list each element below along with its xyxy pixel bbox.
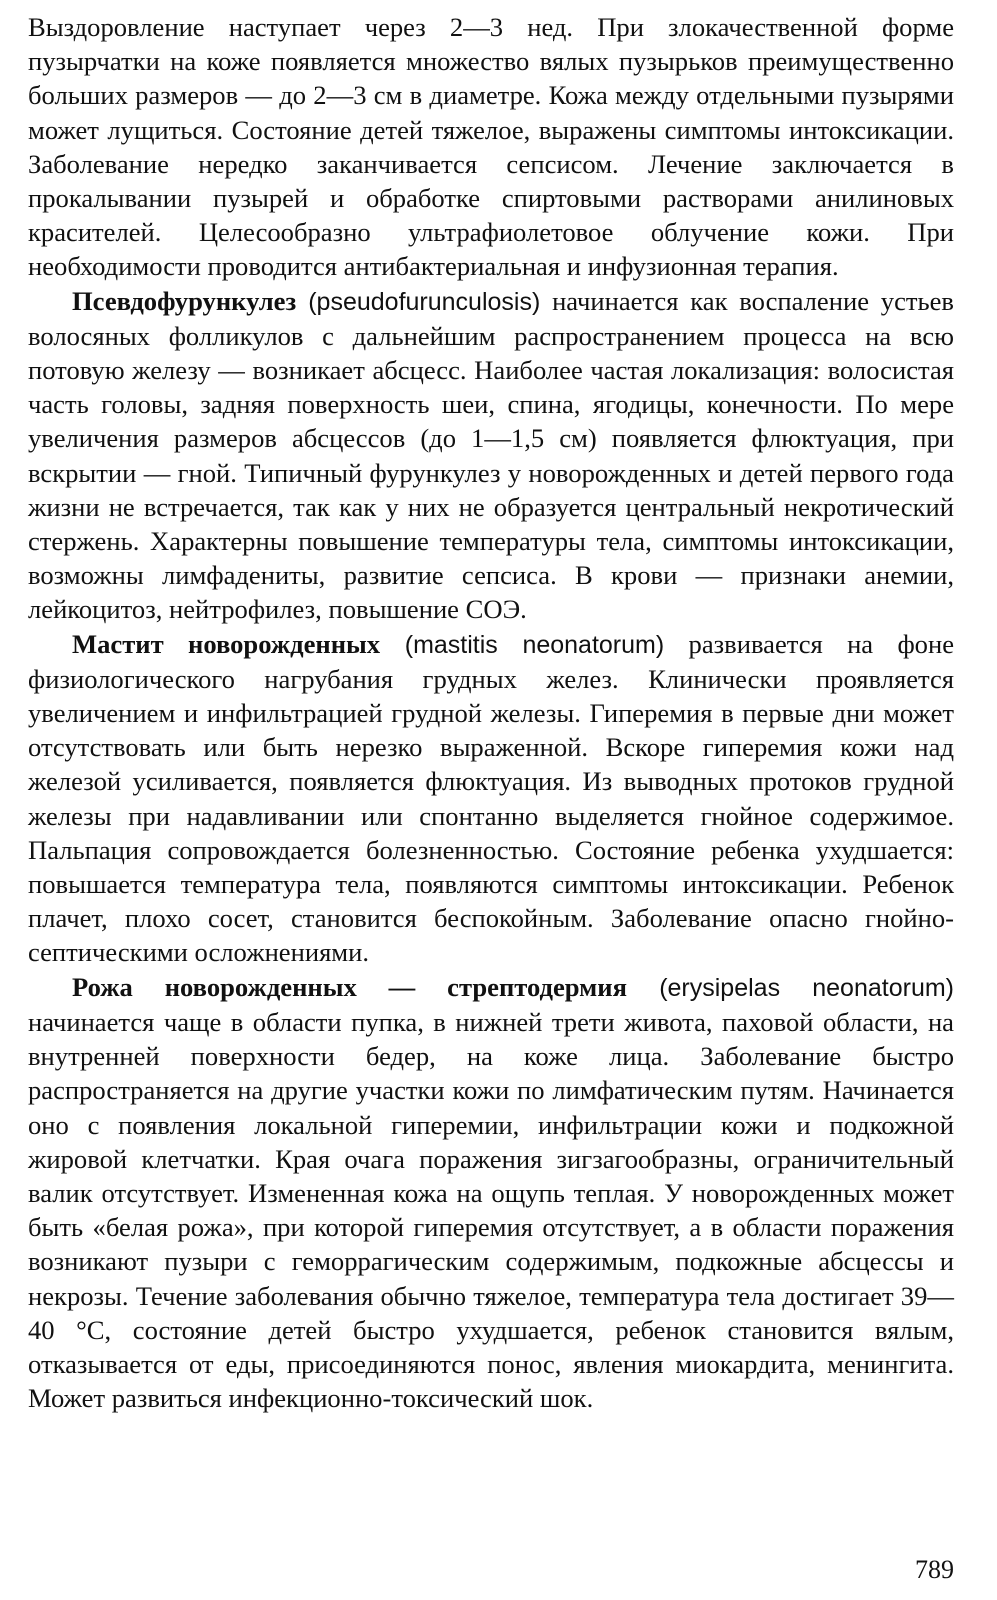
latin-term: (pseudofurunculosis): [296, 287, 541, 316]
latin-term: (erysipelas neonatorum): [627, 973, 955, 1002]
paragraph-text: Выздоровление наступает через 2—3 нед. При злокачественной форме пузырчатки на коже появляется множество вялых пузырьков преимущественно больших размеров — до 2—3 см в диаметре. Кожа между отдельными пузырями может лущиться. Состояние детей тяжелое, выражены симптомы интоксикации. Заболевание нередко заканчивается сепсисом. Лечение заключается в прокалывании пузырей и обработке спиртовыми растворами анилиновых красителей. Целесообразно ультрафиолетовое облучение кожи. При необходимости проводится антибактериальная и инфузионная терапия.: [28, 12, 954, 282]
paragraph-text: начинается как воспаление устьев волосяных фолликулов с дальнейшим распространением процесса на всю потовую железу — возникает абсцесс. Наиболее частая локализация: волосистая часть головы, задняя поверхность шеи, спина, ягодицы, конечности. По мере увеличения размеров абсцессов (до 1—1,5 см) появляется флюктуация, при вскрытии — гной. Типичный фурункулез у новорожденных и детей первого года жизни не встречается, так как у них не образуется центральный некротический стержень. Характерны повышение температуры тела, симптомы интоксикации, возможны лимфадениты, развитие сепсиса. В крови — признаки анемии, лейкоцитоз, нейтрофилез, повышение СОЭ.: [28, 285, 954, 625]
term-heading: Мастит новорожденных: [72, 628, 381, 659]
term-heading: Псевдофурункулез: [72, 285, 297, 316]
latin-term: (mastitis neonatorum): [380, 630, 665, 659]
paragraph-pemphigus-continuation: [28, 10, 954, 284]
term-heading: Рожа новорожденных — стрептодермия: [72, 971, 627, 1002]
paragraph-pseudofurunculosis: [28, 284, 954, 627]
paragraph-mastitis: [28, 627, 954, 970]
paragraph-text: начинается чаще в области пупка, в нижней трети живота, паховой области, на внутренней поверхности бедер, на коже лица. Заболевание быстро распространяется на другие участки кожи по лимфатическим путям. Начинается оно с появления локальной гиперемии, инфильтрации кожи и подкожной жировой клетчатки. Края очага поражения зигзагообразны, ограничительный валик отсутствует. Измененная кожа на ощупь теплая. У новорожденных может быть «белая рожа», при которой гиперемия отсутствует, а в области поражения возникают пузыри с геморрагическим содержимым, подкожные абсцессы и некрозы. Течение заболевания обычно тяжелое, температура тела достигает 39—40 °С, состояние детей быстро ухудшается, ребенок становится вялым, отказывается от еды, присоединяются понос, явления миокардита, менингита. Может развиться инфекционно-токсический шок.: [28, 1006, 954, 1414]
book-page: [28, 10, 954, 1590]
page-number: 789: [915, 1555, 954, 1584]
paragraph-text: развивается на фоне физиологического нагрубания грудных желез. Клинически проявляется увеличением и инфильтрацией грудной железы. Гиперемия в первые дни может отсутствовать или быть нерезко выраженной. Вскоре гиперемия кожи над железой усиливается, появляется флюктуация. Из выводных протоков грудной железы при надавливании или спонтанно выделяется гнойное содержимое. Пальпация сопровождается болезненностью. Состояние ребенка ухудшается: повышается температура тела, появляются симптомы интоксикации. Ребенок плачет, плохо сосет, становится беспокойным. Заболевание опасно гнойно-септическими осложнениями.: [28, 628, 955, 968]
paragraph-erysipelas: [28, 970, 954, 1416]
